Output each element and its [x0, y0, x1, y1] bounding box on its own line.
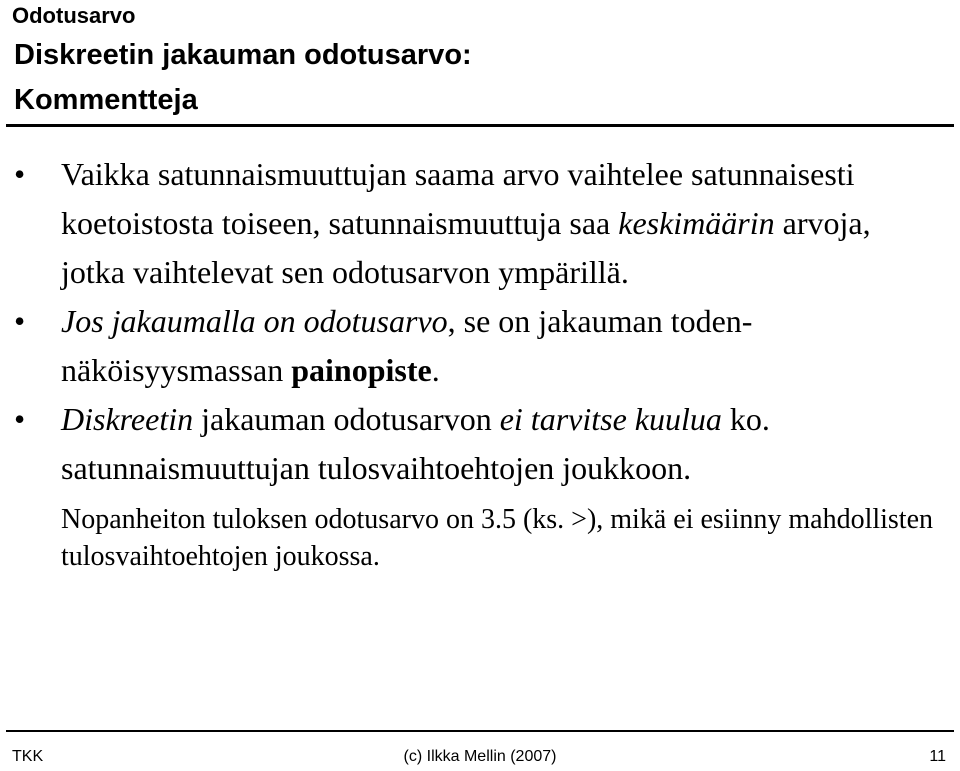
bullet-text: ko. satunnaismuuttujan tulosvaihtoehtojen joukkoon.	[61, 401, 770, 486]
bullet-item	[0, 395, 940, 493]
example-note: Nopanheiton tuloksen odotusarvo on 3.5 (ks. >), mikä ei esiinny mahdollisten tulosvaihtoehtojen joukossa.	[61, 504, 934, 572]
bullet-emphasis: Diskreetin	[61, 401, 194, 437]
page-number: 11	[929, 748, 946, 765]
bullet-icon: •	[14, 401, 26, 437]
bullet-text: jakauman odotusarvon	[193, 401, 500, 437]
slide-title	[14, 33, 472, 123]
bullet-text: .	[431, 352, 440, 388]
title-line-1: Diskreetin jakauman odotusarvo:	[14, 39, 472, 71]
bullet-text: , se on jakauman toden-näköisyysmassan	[61, 303, 753, 388]
footer-left: TKK	[12, 748, 44, 765]
bullet-emphasis: Jos jakaumalla on odotusarvo	[61, 303, 448, 339]
section-label: Odotusarvo	[12, 3, 136, 28]
header-divider	[6, 124, 954, 127]
bullet-list	[0, 150, 940, 575]
footer-divider	[6, 730, 954, 732]
footer-center: (c) Ilkka Mellin (2007)	[403, 748, 557, 765]
bullet-text: arvoja, jotka vaihtelevat sen odotusarvon ympärillä.	[61, 205, 871, 290]
bullet-emphasis: ei tarvitse kuulua	[499, 401, 722, 437]
bullet-emphasis: keskimäärin	[618, 205, 775, 241]
bullet-icon: •	[14, 303, 26, 339]
bullet-icon: •	[14, 156, 26, 192]
bullet-item	[0, 150, 940, 297]
bullet-text: Vaikka satunnaismuuttujan saama arvo vaihtelee satunnaisesti koetoistosta toiseen, satunnaismuuttuja saa	[61, 156, 855, 241]
title-line-2: Kommentteja	[14, 84, 198, 116]
bullet-bold: painopiste	[291, 352, 432, 388]
bullet-item	[0, 297, 940, 395]
